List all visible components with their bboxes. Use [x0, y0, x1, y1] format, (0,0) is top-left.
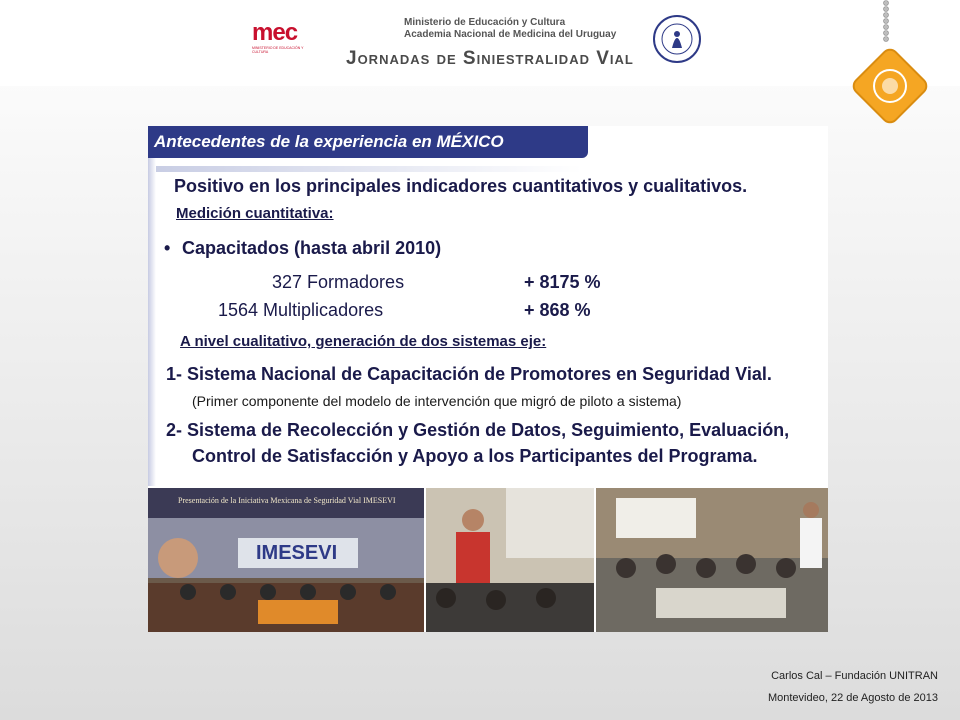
- photo-presentation: [148, 488, 424, 632]
- slide-title: Antecedentes de la experiencia en MÉXICO: [154, 132, 504, 151]
- system-2-line-1: 2- Sistema de Recolección y Gestión de Datos, Seguimiento, Evaluación,: [166, 420, 790, 440]
- title-shadow: [152, 166, 582, 172]
- footer-place-date: Montevideo, 22 de Agosto de 2013: [767, 692, 938, 704]
- system-2-line-2: Control de Satisfacción y Apoyo a los Participantes del Programa.: [192, 446, 758, 466]
- qualitative-label: A nivel cualitativo, generación de dos sistemas eje:: [180, 333, 547, 350]
- bullet-item: • Capacitados (hasta abril 2010): [164, 238, 442, 258]
- imesevi-banner: IMESEVI: [256, 542, 338, 564]
- event-title: Jornadas de Siniestralidad Vial: [346, 48, 634, 69]
- slide-content: [148, 126, 828, 632]
- footer-author: Carlos Cal – Fundación UNITRAN: [771, 670, 938, 682]
- ministry-text: Ministerio de Educación y Cultura Academia Nacional de Medicina del Uruguay: [404, 17, 617, 40]
- photo-speaker: [426, 488, 594, 632]
- left-rule: [148, 158, 156, 486]
- trainers-value: + 8175 %: [524, 272, 601, 292]
- main-heading: Positivo en los principales indicadores cuantitativos y cualitativos.: [174, 176, 748, 196]
- trainers-label: 327 Formadores: [272, 272, 405, 292]
- photo-caption: Presentación de la Iniciativa Mexicana de Seguridad Vial IMESEVI: [178, 496, 396, 505]
- photo-strip: [148, 488, 828, 632]
- system-1-note: (Primer componente del modelo de intervención que migró de piloto a sistema): [192, 393, 682, 409]
- system-1: 1- Sistema Nacional de Capacitación de Promotores en Seguridad Vial.: [166, 364, 772, 384]
- chain-icon: [878, 0, 894, 44]
- photo-workshop: [596, 488, 828, 632]
- decade-of-action-badge-icon: [848, 44, 932, 128]
- multipliers-label: 1564 Multiplicadores: [218, 300, 384, 320]
- quantitative-label: Medición cuantitativa:: [176, 205, 334, 222]
- bullet-icon: •: [164, 238, 171, 258]
- slide-title-bar: [148, 126, 588, 158]
- mec-logo: mec MINISTERIO DE EDUCACIÓN Y CULTURA: [252, 19, 304, 54]
- multipliers-value: + 868 %: [524, 300, 591, 320]
- academy-seal-icon: [652, 14, 702, 64]
- header: [0, 0, 960, 86]
